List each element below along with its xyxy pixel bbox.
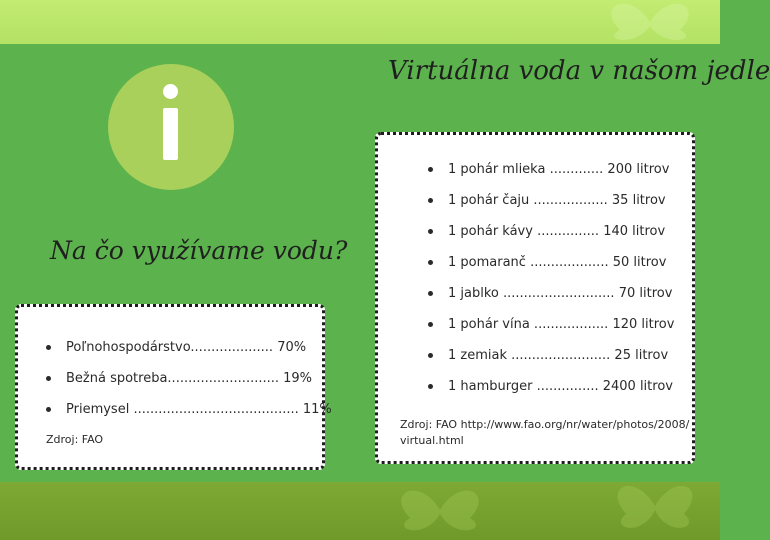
list-item-text: Bežná spotreba........................... 19% xyxy=(66,371,313,386)
info-bar xyxy=(163,108,178,160)
bullet-icon xyxy=(46,376,51,381)
list-item-text: 1 pohár kávy ............... 140 litrov xyxy=(448,224,666,239)
bullet-icon xyxy=(428,167,433,172)
list-item-text: 1 pomaranč ................... 50 litrov xyxy=(448,255,667,270)
list-item xyxy=(448,347,674,378)
bullet-icon xyxy=(428,198,433,203)
bullet-icon xyxy=(428,291,433,296)
list-item-text: Poľnohospodárstvo.................... 70% xyxy=(66,340,307,355)
list-item xyxy=(448,378,674,409)
source-note: Zdroj: FAO xyxy=(46,433,104,446)
info-dot xyxy=(163,84,178,99)
bullet-icon xyxy=(46,345,51,350)
water-use-heading: Na čo využívame vodu? xyxy=(50,236,348,265)
list-item-text: 1 pohár mlieka ............. 200 litrov xyxy=(448,162,670,177)
butterfly-icon xyxy=(600,476,710,540)
butterfly-icon xyxy=(380,482,500,540)
list-item xyxy=(448,285,674,316)
bullet-icon xyxy=(428,322,433,327)
source-note: Zdroj: FAO http://www.fao.org/nr/water/photos/2008/ virtual.html xyxy=(400,418,690,447)
bullet-icon xyxy=(428,384,433,389)
list-item-text: 1 hamburger ............... 2400 litrov xyxy=(448,379,673,394)
water-use-list xyxy=(66,339,332,432)
list-item-text: Priemysel ........................................ 11% xyxy=(66,402,332,417)
list-item xyxy=(448,254,674,285)
info-icon xyxy=(108,64,234,190)
list-item xyxy=(448,223,674,254)
bullet-icon xyxy=(428,260,433,265)
list-item xyxy=(448,161,674,192)
water-use-card xyxy=(15,304,332,470)
list-item xyxy=(66,339,332,370)
virtual-water-list xyxy=(448,161,674,409)
list-item xyxy=(448,192,674,223)
list-item-text: 1 pohár čaju .................. 35 litrov xyxy=(448,193,666,208)
list-item xyxy=(66,370,332,401)
virtual-water-card xyxy=(375,132,695,464)
bullet-icon xyxy=(46,407,51,412)
list-item xyxy=(66,401,332,432)
list-item xyxy=(448,316,674,347)
list-item-text: 1 pohár vína .................. 120 litrov xyxy=(448,317,675,332)
bullet-icon xyxy=(428,229,433,234)
bullet-icon xyxy=(428,353,433,358)
butterfly-icon xyxy=(590,0,710,44)
list-item-text: 1 jablko ........................... 70 litrov xyxy=(448,286,673,301)
list-item-text: 1 zemiak ........................ 25 litrov xyxy=(448,348,669,363)
virtual-water-heading: Virtuálna voda v našom jedle xyxy=(388,56,770,86)
